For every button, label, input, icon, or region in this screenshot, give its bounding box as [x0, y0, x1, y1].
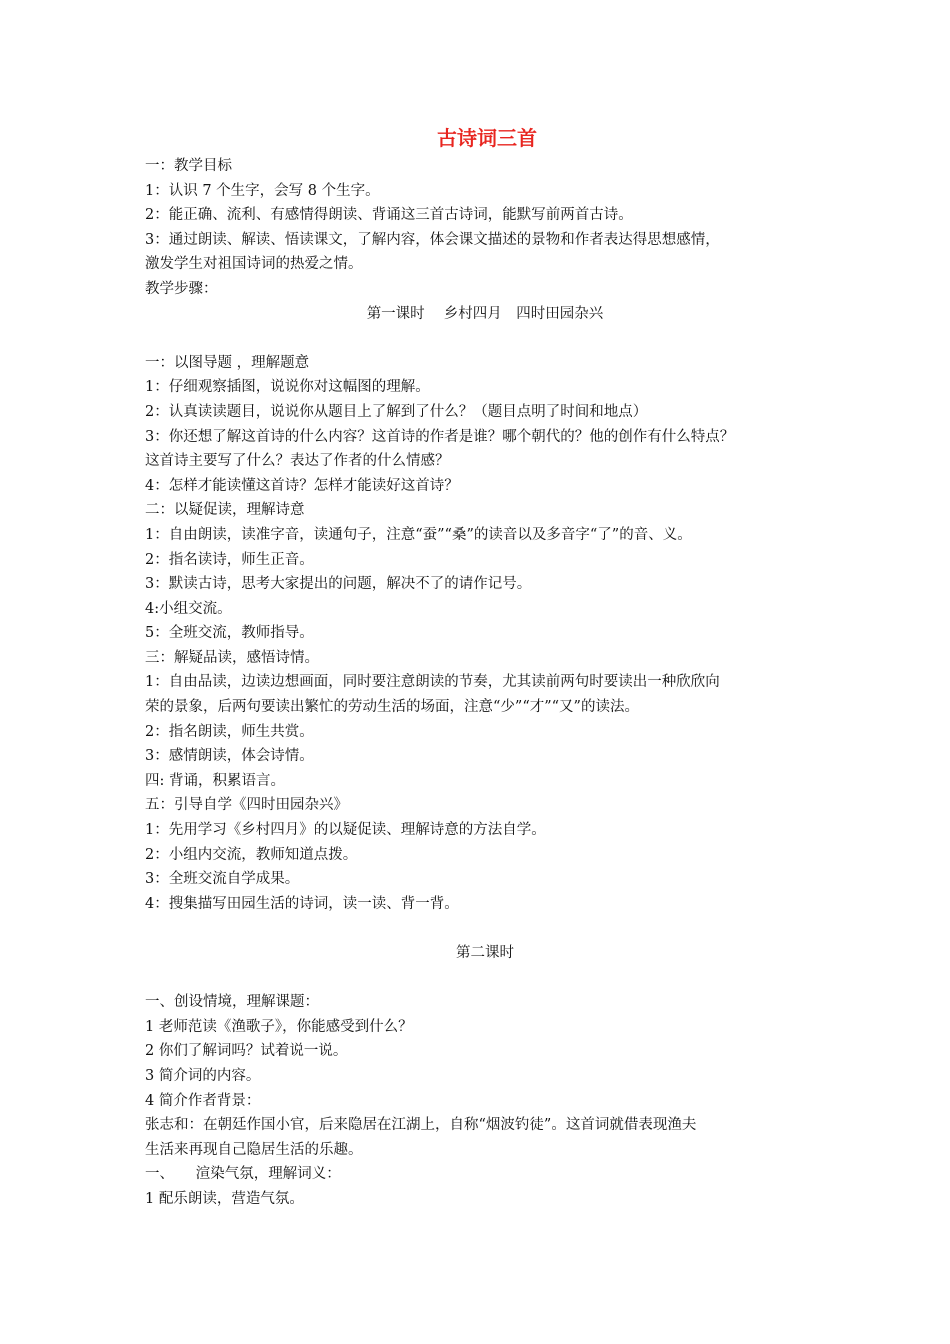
- text-line: 一：教学目标: [145, 158, 232, 174]
- text-line: 荣的景象，后两句要读出繁忙的劳动生活的场面，注意“少”“才”“又”的读法。: [145, 699, 639, 716]
- text-line: 1：先用学习《乡村四月》的以疑促读、理解诗意的方法自学。: [145, 822, 546, 839]
- text-line: 一、创设情境，理解课题：: [145, 994, 319, 1011]
- document-title: 古诗词三首: [437, 126, 537, 150]
- text-line: 3：默读古诗，思考大家提出的问题，解决不了的请作记号。: [145, 576, 532, 593]
- text-line: 1 配乐朗读，营造气氛。: [145, 1190, 304, 1207]
- text-line: 4：怎样才能读懂这首诗？怎样才能读好这首诗？: [145, 477, 459, 494]
- text-line: 5：全班交流，教师指导。: [145, 625, 314, 642]
- section-heading: 第二课时: [456, 945, 514, 961]
- text-line: 4:小组交流。: [145, 600, 232, 617]
- text-line: 1：仔细观察插图，说说你对这幅图的理解。: [145, 379, 430, 396]
- text-line: 2：认真读读题目，说说你从题目上了解到了什么？（题目点明了时间和地点）: [145, 403, 648, 420]
- text-line: 一：以图导题 ，理解题意: [145, 354, 310, 371]
- text-line: 3：感情朗读，体会诗情。: [145, 748, 314, 765]
- text-line: 三：解疑品读，感悟诗情。: [145, 649, 319, 666]
- text-line: 五：引导自学《四时田园杂兴》: [145, 797, 348, 814]
- text-line: 教学步骤：: [145, 280, 218, 297]
- text-line: 3：全班交流自学成果。: [145, 871, 300, 888]
- text-line: 四: 背诵，积累语言。: [145, 772, 285, 789]
- text-line: 1：自由品读，边读边想画面，同时要注意朗读的节奏，尤其读前两句时要读出一种欣欣向: [145, 674, 720, 691]
- text-line: 3：通过朗读、解读、悟读课文，了解内容，体会课文描述的景物和作者表达得思想感情，: [145, 231, 720, 248]
- text-line: 2：能正确、流利、有感情得朗读、背诵这三首古诗词，能默写前两首古诗。: [145, 207, 633, 224]
- text-line: 这首诗主要写了什么？表达了作者的什么情感？: [145, 453, 450, 470]
- text-line: 1：自由朗读，读准字音，读通句子，注意“蚕”“桑”的读音以及多音字“了”的音、义。: [145, 526, 692, 543]
- section-heading: 第一课时 乡村四月 四时田园杂兴: [366, 305, 604, 322]
- text-line: 2：指名朗读，师生共赏。: [145, 723, 314, 740]
- text-line: 2：指名读诗，师生正音。: [145, 551, 314, 568]
- text-line: 一、 渲染气氛，理解词义：: [145, 1166, 341, 1183]
- text-line: 3：你还想了解这首诗的什么内容？这首诗的作者是谁？哪个朝代的？他的创作有什么特点？: [145, 428, 735, 445]
- text-line: 二：以疑促读，理解诗意: [145, 502, 305, 519]
- document-page: [145, 122, 825, 1212]
- blank-line: [145, 916, 825, 941]
- text-line: 4 简介作者背景：: [145, 1092, 261, 1109]
- text-line: 1 老师范读《渔歌子》，你能感受到什么？: [145, 1018, 413, 1035]
- text-line: 激发学生对祖国诗词的热爱之情。: [145, 256, 363, 273]
- text-line: 生活来再现自己隐居生活的乐趣。: [145, 1141, 363, 1158]
- text-line: 2 你们了解词吗？试着说一说。: [145, 1043, 348, 1060]
- document-body: [145, 154, 825, 1212]
- text-line: 张志和：在朝廷作国小官，后来隐居在江湖上，自称“烟波钓徒”。这首词就借表现渔夫: [145, 1117, 697, 1134]
- text-line: 3 简介词的内容。: [145, 1067, 261, 1084]
- text-line: 1：认识 7 个生字，会写 8 个生字。: [145, 182, 380, 199]
- blank-line: [145, 966, 825, 991]
- text-line: 4：搜集描写田园生活的诗词，读一读、背一背。: [145, 895, 459, 912]
- blank-line: [145, 326, 825, 351]
- text-line: 2：小组内交流，教师知道点拨。: [145, 846, 358, 863]
